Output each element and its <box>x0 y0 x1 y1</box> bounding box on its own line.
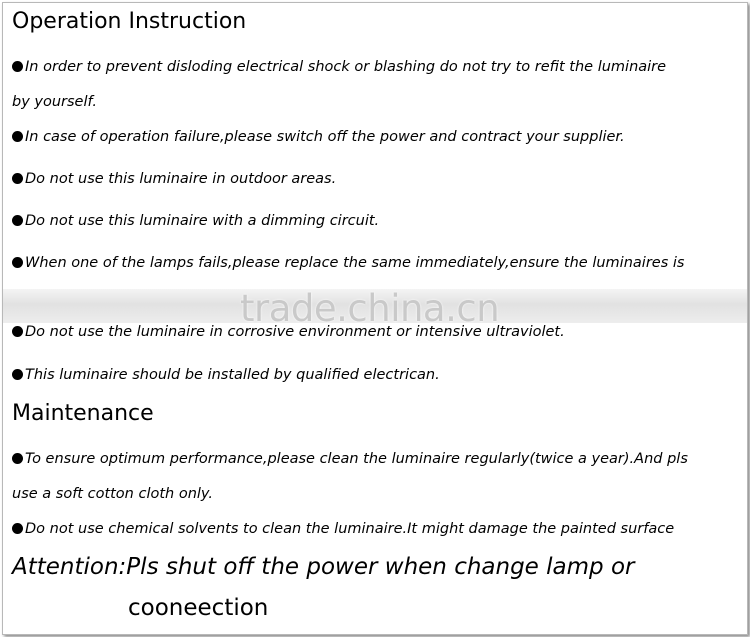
attention-line-1: Attention:Pls shut off the power when change lamp or <box>12 554 635 580</box>
operation-item-text: Do not use this luminaire with a dimming circuit. <box>25 213 380 229</box>
operation-item-text: This luminaire should be installed by qualified electrican. <box>25 367 440 383</box>
attention-line-2: cooneection <box>128 595 269 621</box>
operation-item-6 <box>12 324 565 340</box>
maintenance-item-2 <box>12 521 674 537</box>
bullet-icon <box>12 131 23 142</box>
bullet-icon <box>12 61 23 72</box>
bullet-icon <box>12 523 23 534</box>
operation-item-1 <box>12 59 666 75</box>
maintenance-item-text: use a soft cotton cloth only. <box>12 486 213 502</box>
operation-item-text: by yourself. <box>12 94 97 110</box>
operation-item-text: Do not use the luminaire in corrosive environment or intensive ultraviolet. <box>25 324 565 340</box>
operation-item-4 <box>12 213 379 229</box>
watermark-logo: trade.china.cn <box>240 287 500 330</box>
operation-item-1-continued <box>12 94 97 110</box>
operation-item-3 <box>12 171 336 187</box>
bullet-icon <box>12 173 23 184</box>
operation-item-text: In order to prevent disloding electrical shock or blashing do not try to refit the luminaire <box>25 59 667 75</box>
instruction-card <box>2 2 748 635</box>
maintenance-heading: Maintenance <box>12 401 154 426</box>
bullet-icon <box>12 215 23 226</box>
operation-heading: Operation Instruction <box>12 9 247 34</box>
bullet-icon <box>12 453 23 464</box>
operation-item-2 <box>12 129 625 145</box>
maintenance-item-1 <box>12 451 688 467</box>
maintenance-item-text: Do not use chemical solvents to clean the luminaire.It might damage the painted surface <box>25 521 675 537</box>
operation-item-5 <box>12 255 684 271</box>
bullet-icon <box>12 369 23 380</box>
operation-item-text: When one of the lamps fails,please replace the same immediately,ensure the luminaires is <box>25 255 685 271</box>
bullet-icon <box>12 326 23 337</box>
operation-item-text: Do not use this luminaire in outdoor areas. <box>25 171 337 187</box>
maintenance-item-text: To ensure optimum performance,please clean the luminaire regularly(twice a year).And pls <box>25 451 688 467</box>
operation-item-7 <box>12 367 440 383</box>
operation-item-text: In case of operation failure,please switch off the power and contract your supplier. <box>25 129 625 145</box>
bullet-icon <box>12 257 23 268</box>
maintenance-item-1-continued <box>12 486 213 502</box>
